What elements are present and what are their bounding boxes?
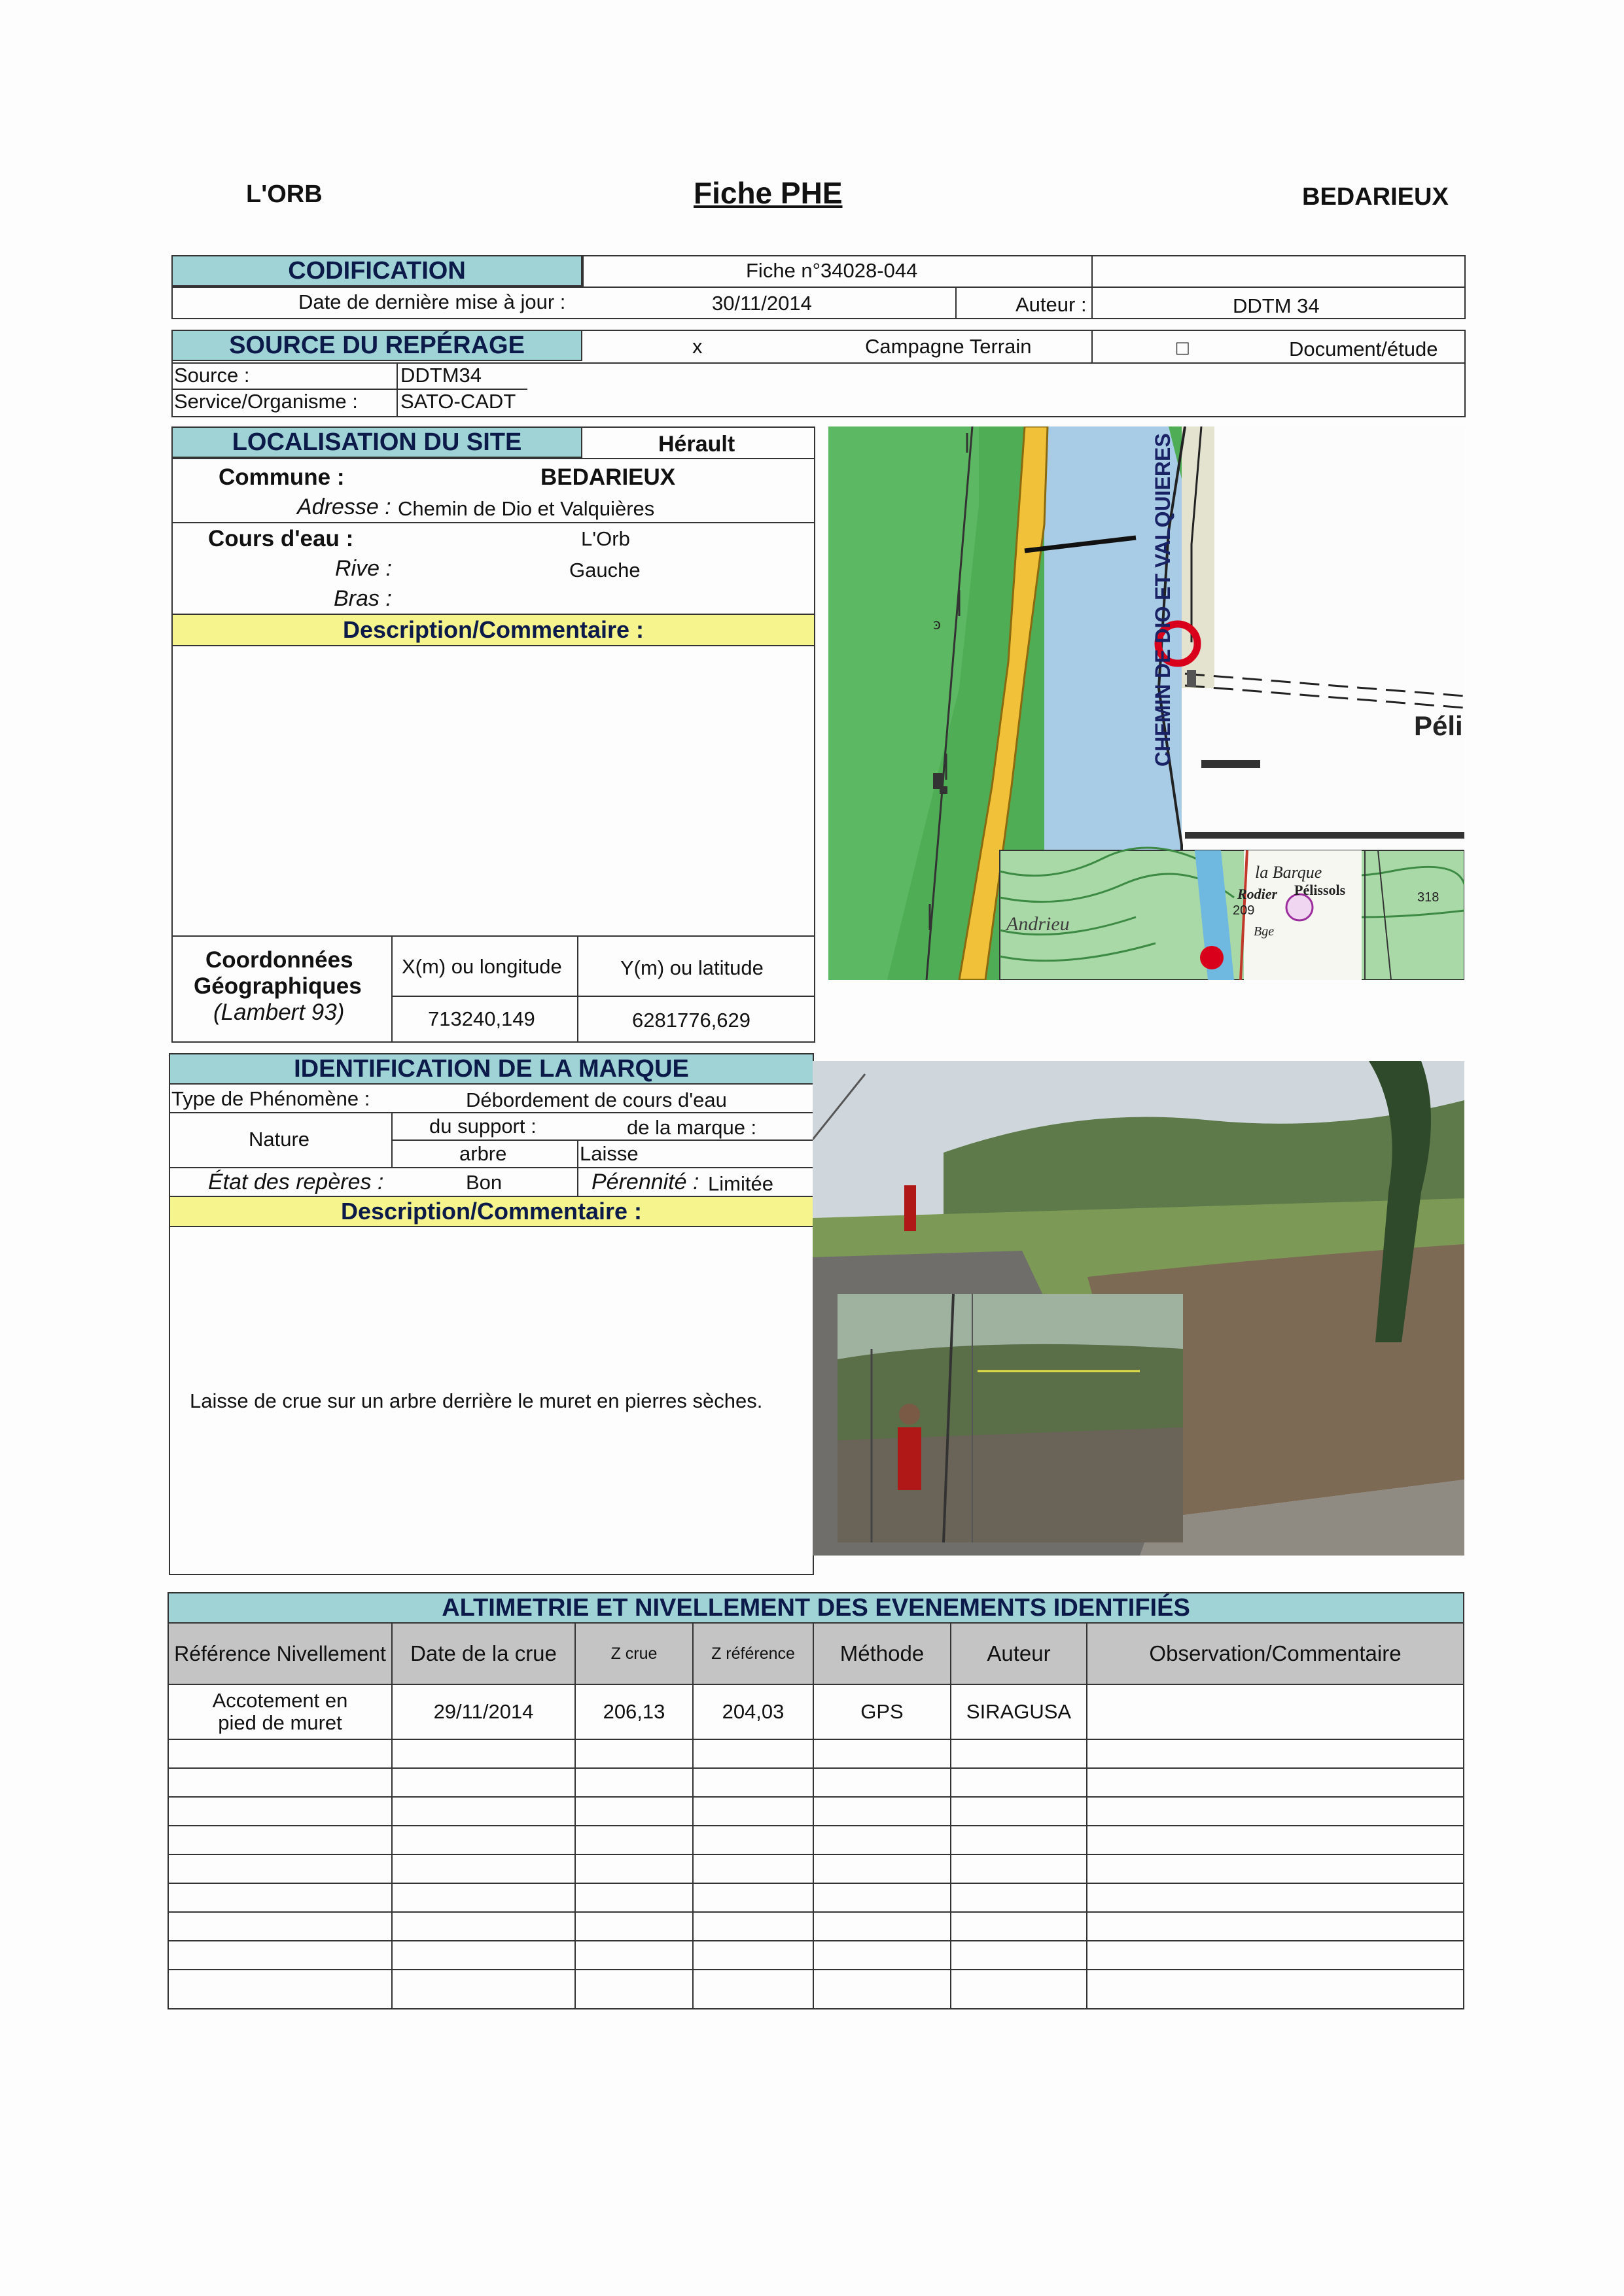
col-z-crue: Z crue	[574, 1622, 694, 1685]
cours-label: Cours d'eau :	[208, 526, 354, 551]
source-label: Source :	[174, 364, 250, 387]
commune-value: BEDARIEUX	[540, 464, 676, 490]
support-label: du support :	[429, 1115, 537, 1138]
map-place-label: Péli	[1414, 710, 1463, 741]
identification-comment-header: Description/Commentaire :	[169, 1196, 814, 1227]
coord-label-3: (Lambert 93)	[213, 1000, 345, 1025]
col-date: Date de la crue	[391, 1622, 576, 1685]
rive-value: Gauche	[569, 559, 641, 582]
table-row-1-auteur: SIRAGUSA	[966, 1699, 1072, 1723]
site-photo	[813, 1061, 1464, 1556]
x-label: X(m) ou longitude	[402, 955, 562, 978]
date-value: 30/11/2014	[712, 292, 812, 315]
coord-label-2: Géographiques	[194, 973, 362, 999]
source-details-box	[171, 362, 1466, 417]
col-reference: Référence Nivellement	[168, 1622, 393, 1685]
table-row-1-observation	[1087, 1685, 1464, 1739]
localisation-comment-area	[171, 645, 815, 937]
departement-value: Hérault	[658, 432, 735, 457]
support-value: arbre	[459, 1142, 507, 1165]
svg-text:ꜿ: ꜿ	[933, 616, 942, 633]
phenomene-label: Type de Phénomène :	[171, 1087, 370, 1110]
campagne-mark: x	[692, 335, 703, 358]
page-title: Fiche PHE	[694, 176, 843, 210]
document-label: Document/étude	[1289, 338, 1438, 360]
col-observation: Observation/Commentaire	[1086, 1622, 1464, 1685]
cours-value: L'Orb	[581, 527, 630, 550]
campagne-label: Campagne Terrain	[865, 335, 1032, 358]
inset-label-318: 318	[1417, 890, 1439, 905]
document-checkbox: □	[1176, 336, 1189, 359]
date-label: Date de dernière mise à jour :	[298, 290, 566, 313]
table-row-1-methode: GPS	[860, 1699, 904, 1723]
adresse-label: Adresse :	[297, 495, 391, 519]
inset-label-bge: Bge	[1254, 924, 1275, 939]
y-value: 6281776,629	[632, 1009, 751, 1032]
inset-label-andrieu: Andrieu	[1006, 913, 1070, 935]
altimetrie-header: ALTIMETRIE ET NIVELLEMENT DES EVENEMENTS IDENTIFIÉS	[168, 1592, 1464, 1624]
fiche-number: Fiche n°34028-044	[746, 259, 918, 282]
identification-comment-text: Laisse de crue sur un arbre derrière le muret en pierres sèches.	[190, 1389, 763, 1412]
x-value: 713240,149	[428, 1007, 535, 1030]
perennite-label: Pérennité :	[591, 1170, 699, 1194]
phenomene-value: Débordement de cours d'eau	[466, 1088, 727, 1111]
marque-label: de la marque :	[627, 1116, 757, 1139]
coord-label-1: Coordonnées	[205, 947, 353, 973]
etat-label: État des repères :	[208, 1170, 384, 1194]
perennite-value: Limitée	[708, 1172, 773, 1195]
location-map	[828, 426, 1464, 980]
identification-header: IDENTIFICATION DE LA MARQUE	[169, 1053, 814, 1085]
nature-label: Nature	[249, 1128, 310, 1151]
service-label: Service/Organisme :	[174, 390, 358, 413]
localisation-comment-header: Description/Commentaire :	[171, 614, 815, 646]
inset-label-barque: la Barque	[1255, 863, 1322, 882]
inset-label-pelissols: Pélissols	[1294, 882, 1346, 898]
map-road-label: CHEMIN DE DIO ET VALQUIERES	[1151, 433, 1174, 767]
localisation-header: LOCALISATION DU SITE	[171, 426, 582, 458]
col-methode: Méthode	[813, 1622, 951, 1685]
inset-map	[1000, 848, 1464, 980]
source-header: SOURCE DU REPÉRAGE	[171, 330, 582, 361]
table-row-1-z-reference: 204,03	[722, 1699, 785, 1723]
table-row-1-reference: Accotement en pied de muret	[212, 1688, 348, 1734]
author-label: Auteur :	[1015, 293, 1087, 316]
inset-label-209: 209	[1233, 903, 1255, 918]
table-row-1-date: 29/11/2014	[433, 1699, 534, 1723]
rive-label: Rive :	[335, 556, 392, 581]
inset-label-rodier: Rodier	[1237, 886, 1278, 902]
bras-label: Bras :	[334, 586, 392, 611]
author-value: DDTM 34	[1233, 294, 1320, 317]
table-row-1-z-crue: 206,13	[603, 1699, 665, 1723]
commune-name: BEDARIEUX	[1302, 183, 1449, 211]
river-name: L'ORB	[246, 181, 323, 208]
commune-label: Commune :	[219, 464, 345, 490]
codification-header: CODIFICATION	[171, 255, 582, 287]
etat-value: Bon	[466, 1171, 503, 1194]
marque-value: Laisse	[580, 1142, 639, 1165]
col-z-reference: Z référence	[692, 1622, 814, 1685]
adresse-value: Chemin de Dio et Valquières	[398, 497, 655, 520]
y-label: Y(m) ou latitude	[620, 956, 764, 979]
col-auteur: Auteur	[950, 1622, 1087, 1685]
service-value: SATO-CADT	[400, 390, 516, 413]
source-value: DDTM34	[400, 364, 482, 387]
